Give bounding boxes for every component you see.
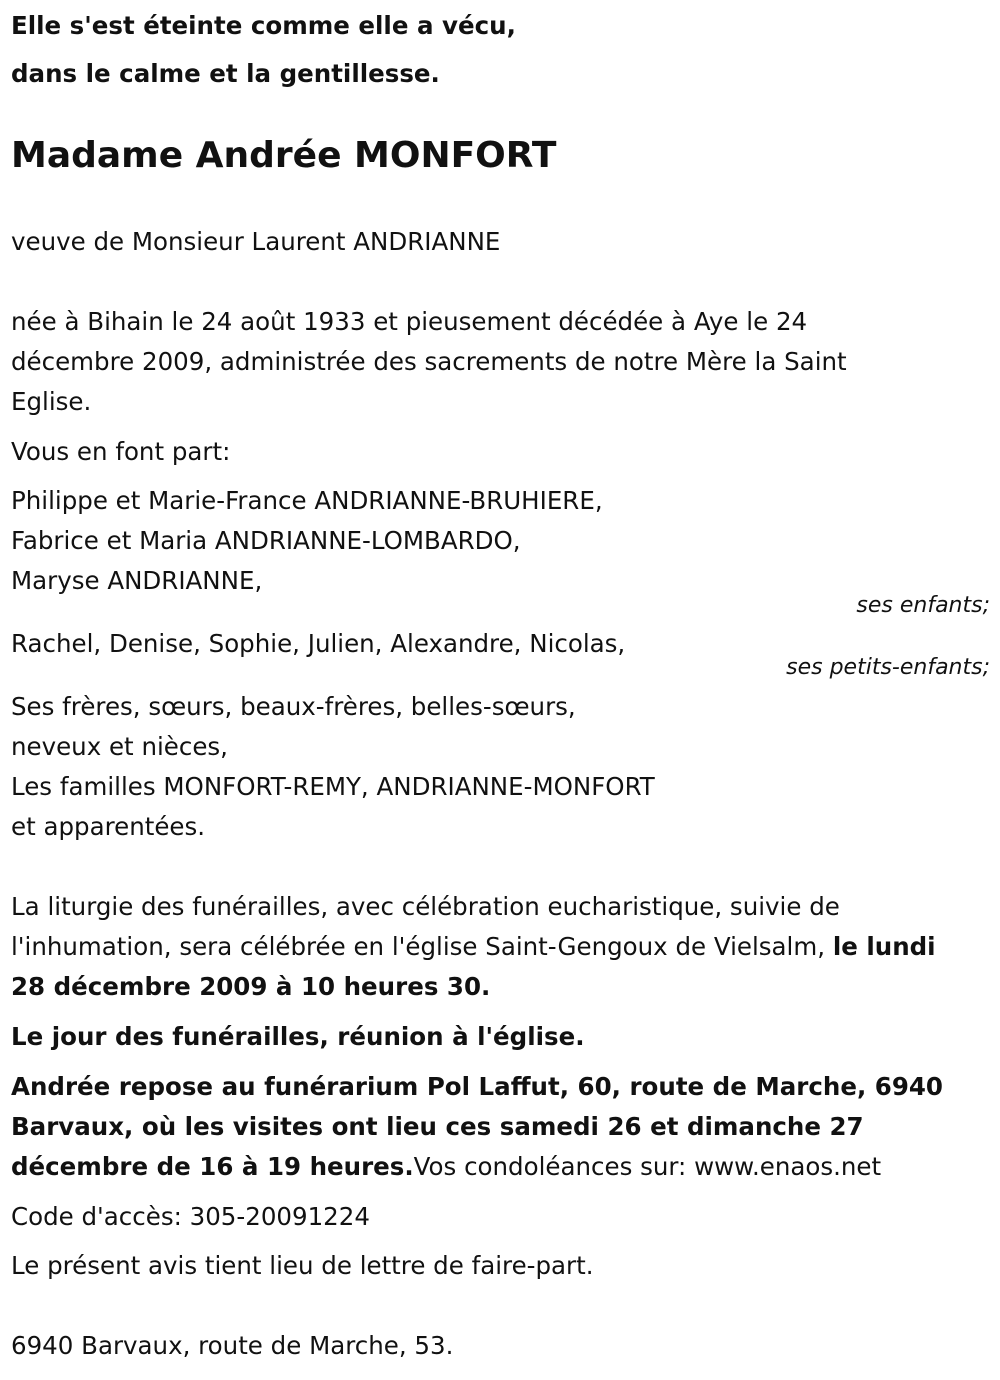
intro-line-2: dans le calme et la gentillesse. [11, 59, 440, 88]
visitation-hours: décembre de 16 à 19 heures. [11, 1152, 414, 1181]
birth-death-line-1: née à Bihain le 24 août 1933 et pieusement décédée à Aye le 24 [11, 307, 808, 336]
birth-death-line-2: décembre 2009, administrée des sacrements de notre Mère la Saint [11, 347, 847, 376]
family-line-3: Les familles MONFORT-REMY, ANDRIANNE-MONFORT [11, 772, 655, 801]
child-line-3: Maryse ANDRIANNE, [11, 566, 263, 595]
family-line-1: Ses frères, sœurs, beaux-frères, belles-sœurs, [11, 692, 576, 721]
condolences-link-text: Vos condoléances sur: www.enaos.net [413, 1152, 882, 1181]
child-line-2: Fabrice et Maria ANDRIANNE-LOMBARDO, [11, 526, 521, 555]
access-code: Code d'accès: 305-20091224 [11, 1202, 370, 1231]
liturgy-line-2 [11, 927, 936, 967]
child-line-1: Philippe et Marie-France ANDRIANNE-BRUHIERE, [11, 486, 603, 515]
children-label: ses enfants; [856, 593, 990, 618]
liturgy-day: le lundi [832, 932, 936, 961]
grandchildren-line: Rachel, Denise, Sophie, Julien, Alexandre, Nicolas, [11, 629, 626, 658]
address-line: 6940 Barvaux, route de Marche, 53. [11, 1331, 454, 1360]
family-line-4: et apparentées. [11, 812, 206, 841]
liturgy-line-2-text: l'inhumation, sera célébrée en l'église Saint-Gengoux de Vielsalm, [11, 932, 826, 961]
intro-line-1: Elle s'est éteinte comme elle a vécu, [11, 11, 516, 40]
meeting-note: Le jour des funérailles, réunion à l'église. [11, 1022, 585, 1051]
deceased-name: Madame Andrée MONFORT [11, 135, 557, 176]
family-line-2: neveux et nièces, [11, 732, 228, 761]
visitation-line-2: Barvaux, où les visites ont lieu ces samedi 26 et dimanche 27 [11, 1112, 864, 1141]
announce-label: Vous en font part: [11, 437, 231, 466]
visitation-line-3 [11, 1147, 881, 1187]
liturgy-date: 28 décembre 2009 à 10 heures 30. [11, 972, 491, 1001]
grandchildren-label: ses petits-enfants; [786, 655, 990, 680]
spouse-line: veuve de Monsieur Laurent ANDRIANNE [11, 227, 501, 256]
birth-death-line-3: Eglise. [11, 387, 92, 416]
visitation-line-1: Andrée repose au funérarium Pol Laffut, 60, route de Marche, 6940 [11, 1072, 943, 1101]
liturgy-line-1: La liturgie des funérailles, avec célébration eucharistique, suivie de [11, 892, 840, 921]
notice-line: Le présent avis tient lieu de lettre de faire-part. [11, 1251, 594, 1280]
